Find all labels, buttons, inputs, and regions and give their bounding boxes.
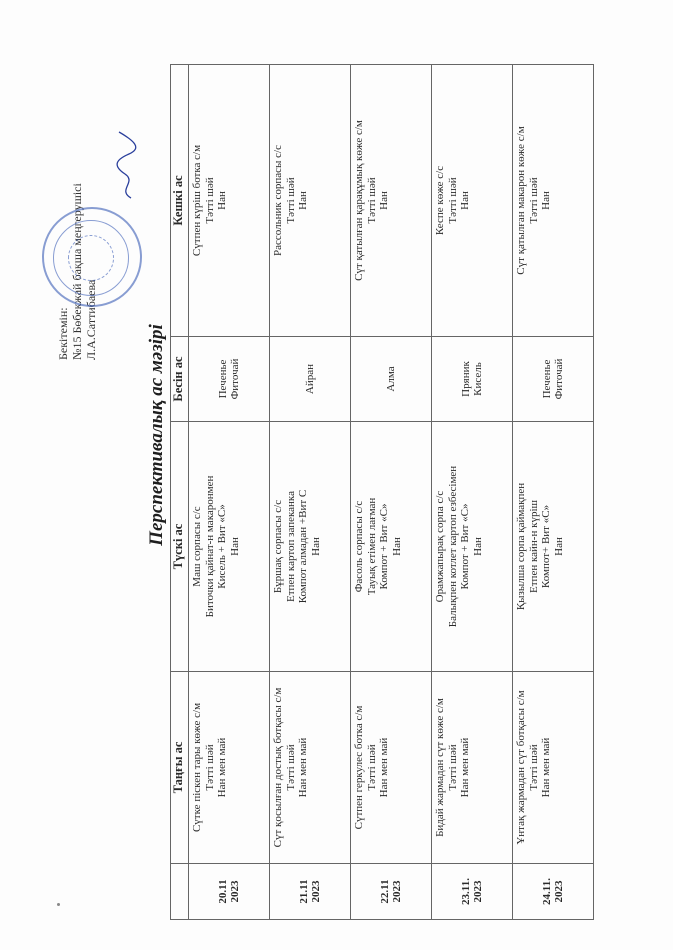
date-line: 2023: [310, 880, 322, 903]
header-dinner: Кешкі ас: [171, 65, 189, 337]
lunch-cell: [270, 422, 351, 672]
menu-item: Нан: [216, 191, 228, 210]
menu-item: Сүт қатылған қарақұмық көже с/м: [353, 120, 365, 281]
lunch-cell: [513, 422, 594, 672]
menu-item: Нан: [297, 191, 309, 210]
menu-item: Печенье: [216, 359, 229, 399]
menu-item: Компот + Вит «С»: [459, 503, 471, 590]
menu-item: Етпен картоп запеканка: [284, 491, 297, 603]
table-row: [432, 65, 513, 920]
menu-item: Компот алмадан +Вит С: [297, 489, 309, 604]
menu-item: Фасоль сорпасы с/с: [353, 500, 365, 593]
menu-item: Сүтпен геркулес ботка с/м: [353, 705, 365, 830]
menu-item: Пряник: [459, 361, 472, 397]
lunch-cell: [189, 422, 270, 672]
menu-item: Нан: [540, 191, 552, 210]
menu-item: Сүтпен күріш ботка с/м: [191, 144, 203, 257]
table-row: [513, 65, 594, 920]
menu-item: Балықпен котлет картоп езбесімен: [446, 465, 459, 628]
date-cell: [270, 864, 351, 920]
dinner-cell: [513, 65, 594, 337]
menu-item: Нан мен май: [459, 737, 471, 798]
menu-item: Нан мен май: [540, 737, 552, 798]
breakfast-cell: [513, 672, 594, 864]
menu-table-body: [189, 65, 594, 920]
approval-line-3: Л.А.Саттибаева: [84, 279, 98, 360]
menu-item: Кисель + Вит «С»: [216, 504, 228, 589]
menu-item: Сүт қосылған достық ботқасы с/м: [272, 687, 284, 848]
menu-item: Нан мен май: [216, 737, 228, 798]
menu-item: Сүт қатылған макарон көже с/м: [515, 126, 527, 275]
menu-item: Тәтті шәй: [527, 744, 540, 791]
page-title: Перспективалық ас мәзірі: [146, 324, 167, 546]
scan-speck: [57, 903, 60, 906]
header-date: [171, 864, 189, 920]
dinner-cell: [432, 65, 513, 337]
date-cell: [513, 864, 594, 920]
dinner-cell: [270, 65, 351, 337]
menu-item: Рассольник сорпасы с/с: [272, 145, 284, 256]
menu-item: Кеспе көже с/с: [434, 165, 446, 236]
menu-item: Етпен кайн-н күріш: [527, 500, 540, 593]
date-line: 24.11.: [540, 878, 553, 905]
menu-item: Тәтті шәй: [284, 744, 297, 791]
dinner-cell: [189, 65, 270, 337]
menu-item: Нан: [459, 191, 471, 210]
table-row: [351, 65, 432, 920]
signature-icon: [113, 130, 139, 200]
menu-item: Кисель: [472, 362, 484, 396]
date-cell: [432, 864, 513, 920]
menu-item: Орамжапырақ сорпа с/с: [434, 490, 446, 603]
menu-item: Тауық етімен лағман: [365, 497, 378, 596]
menu-item: Тәтті шәй: [203, 177, 216, 224]
rotated-content: [8, 35, 668, 935]
snack-cell: [513, 337, 594, 422]
dinner-cell: [351, 65, 432, 337]
approval-line-1: Бекітемін:: [56, 307, 70, 360]
approval-line-2: №15 Бөбекжай бақша меңгерушісі: [70, 183, 84, 360]
menu-item: Айран: [303, 363, 316, 395]
lunch-cell: [351, 422, 432, 672]
menu-item: Бидай жармадан сүт көже с/м: [434, 698, 446, 837]
menu-item: Нан: [309, 537, 322, 556]
breakfast-cell: [189, 672, 270, 864]
menu-item: Нан мен май: [297, 737, 309, 798]
menu-item: Бұршақ сорпасы с/с: [272, 499, 284, 594]
snack-cell: [189, 337, 270, 422]
date-line: 2023: [229, 880, 241, 903]
menu-item: Тәтті шәй: [446, 744, 459, 791]
menu-item: Сүтке піскен тары көже с/м: [191, 702, 203, 833]
breakfast-cell: [270, 672, 351, 864]
menu-item: Биточки қайнат-н макаронмен: [203, 475, 216, 618]
menu-item: Нан: [552, 537, 565, 556]
snack-cell: [432, 337, 513, 422]
menu-table: [170, 64, 594, 920]
menu-item: Нан мен май: [378, 737, 390, 798]
menu-item: Алма: [384, 366, 397, 392]
header-snack: Бесін ас: [171, 337, 189, 422]
snack-cell: [270, 337, 351, 422]
lunch-cell: [432, 422, 513, 672]
header-breakfast: Таңғы ас: [171, 672, 189, 864]
menu-item: Печенье: [540, 359, 553, 399]
table-header-row: [171, 65, 189, 920]
menu-item: Компот+ Вит «С»: [540, 504, 552, 589]
snack-cell: [351, 337, 432, 422]
menu-item: Нан: [378, 191, 390, 210]
menu-item: Нан: [390, 537, 403, 556]
date-line: 23.11.: [459, 878, 472, 905]
menu-item: Фиточай: [553, 358, 565, 400]
date-line: 2023: [472, 880, 484, 903]
menu-item: Нан: [228, 537, 241, 556]
date-line: 22.11: [378, 879, 391, 904]
date-line: 2023: [391, 880, 403, 903]
date-line: 21.11: [297, 879, 310, 904]
date-line: 20.11: [216, 879, 229, 904]
menu-item: Нан: [471, 537, 484, 556]
date-line: 2023: [553, 880, 565, 903]
menu-item: Тәтті шәй: [284, 177, 297, 224]
menu-item: Қызылша сорпа қаймақпен: [515, 482, 527, 611]
menu-item: Компот + Вит «С»: [378, 503, 390, 590]
menu-item: Тәтті шәй: [446, 177, 459, 224]
breakfast-cell: [351, 672, 432, 864]
table-row: [270, 65, 351, 920]
breakfast-cell: [432, 672, 513, 864]
date-cell: [351, 864, 432, 920]
menu-item: Фиточай: [229, 358, 241, 400]
menu-item: Ұнтақ жармадан сүт ботқасы с/м: [515, 690, 527, 845]
menu-item: Тәтті шәй: [365, 744, 378, 791]
menu-item: Тәтті шәй: [527, 177, 540, 224]
menu-item: Тәтті шәй: [203, 744, 216, 791]
menu-item: Тәтті шәй: [365, 177, 378, 224]
official-stamp-icon: [42, 207, 142, 307]
header-lunch: Түскі ас: [171, 422, 189, 672]
table-row: [189, 65, 270, 920]
date-cell: [189, 864, 270, 920]
menu-item: Маш сорпасы с/с: [191, 506, 203, 587]
